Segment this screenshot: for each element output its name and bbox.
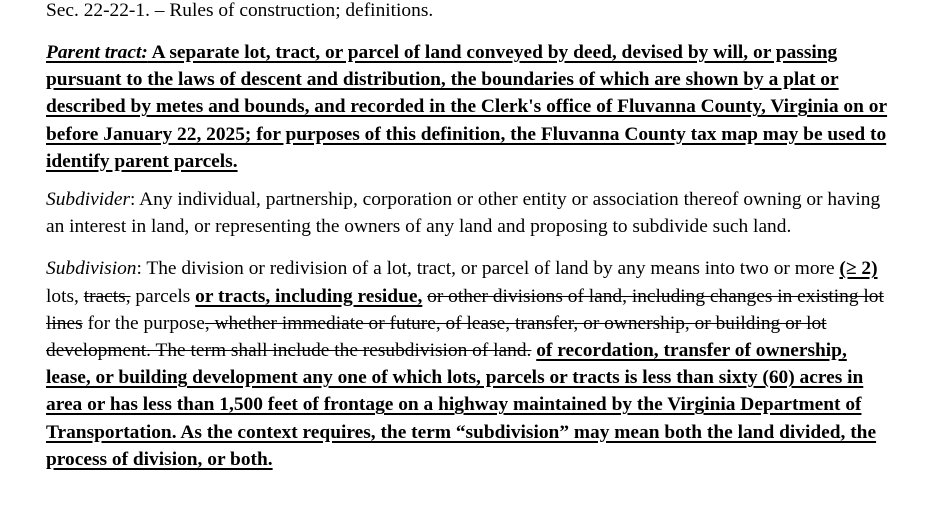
section-heading: Sec. 22-22-1. – Rules of construction; definitions.	[46, 0, 434, 21]
subdivision-inserted-1: (≥ 2)	[839, 258, 878, 280]
subdivider-paragraph	[46, 186, 896, 240]
subdivision-term: Subdivision	[46, 258, 137, 280]
subdivision-deleted-2: or other divisions of land, including changes in existing lot lines	[46, 285, 884, 334]
parent-tract-definition: A separate lot, tract, or parcel of land conveyed by deed, devised by will, or passing pursuant to the laws of descent and distribution, the boundaries of which are shown by a plat or described by metes and bounds, and recorded in the Clerk's office of Fluvanna County, Virginia on or before January 22, 2025; for purposes of this definition, the Fluvanna County tax map may be used to identify parent parcels.	[46, 42, 888, 172]
subdivider-definition: : Any individual, partnership, corporation or other entity or association thereof owning or having an interest in land, or representing the owners of any land and proposing to subdivide such land.	[46, 189, 881, 238]
subdivision-inserted-2: or tracts, including residue,	[195, 285, 423, 307]
subdivision-deleted-3: , whether immediate or future, of lease, transfer, or ownership, or building or lot development. The term shall include the resubdivision of land.	[46, 312, 827, 362]
parent-tract-term: Parent tract:	[46, 42, 148, 63]
subdivision-paragraph	[46, 255, 896, 473]
subdivision-text-5: for the purpose	[82, 312, 205, 334]
document-page	[46, 0, 896, 473]
parent-tract-paragraph	[46, 39, 896, 175]
subdivision-deleted-1: tracts,	[83, 285, 131, 307]
subdivision-text-3: parcels	[130, 285, 196, 307]
subdivision-text-1: : The division or redivision of a lot, tract, or parcel of land by any means into two or more	[136, 258, 840, 280]
subdivision-inserted-3: of recordation, transfer of ownership, lease, or building development any one of which lots, parcels or tracts is less than sixty (60) acres in area or has less than 1,500 feet of frontage on a highway maintained by the Virginia Department of Transportation. As the context requires, the term “subdivision” may mean both the land divided, the process of division, or both.	[46, 340, 877, 470]
subdivider-term: Subdivider	[46, 189, 131, 211]
subdivision-text-2: lots,	[46, 285, 84, 307]
